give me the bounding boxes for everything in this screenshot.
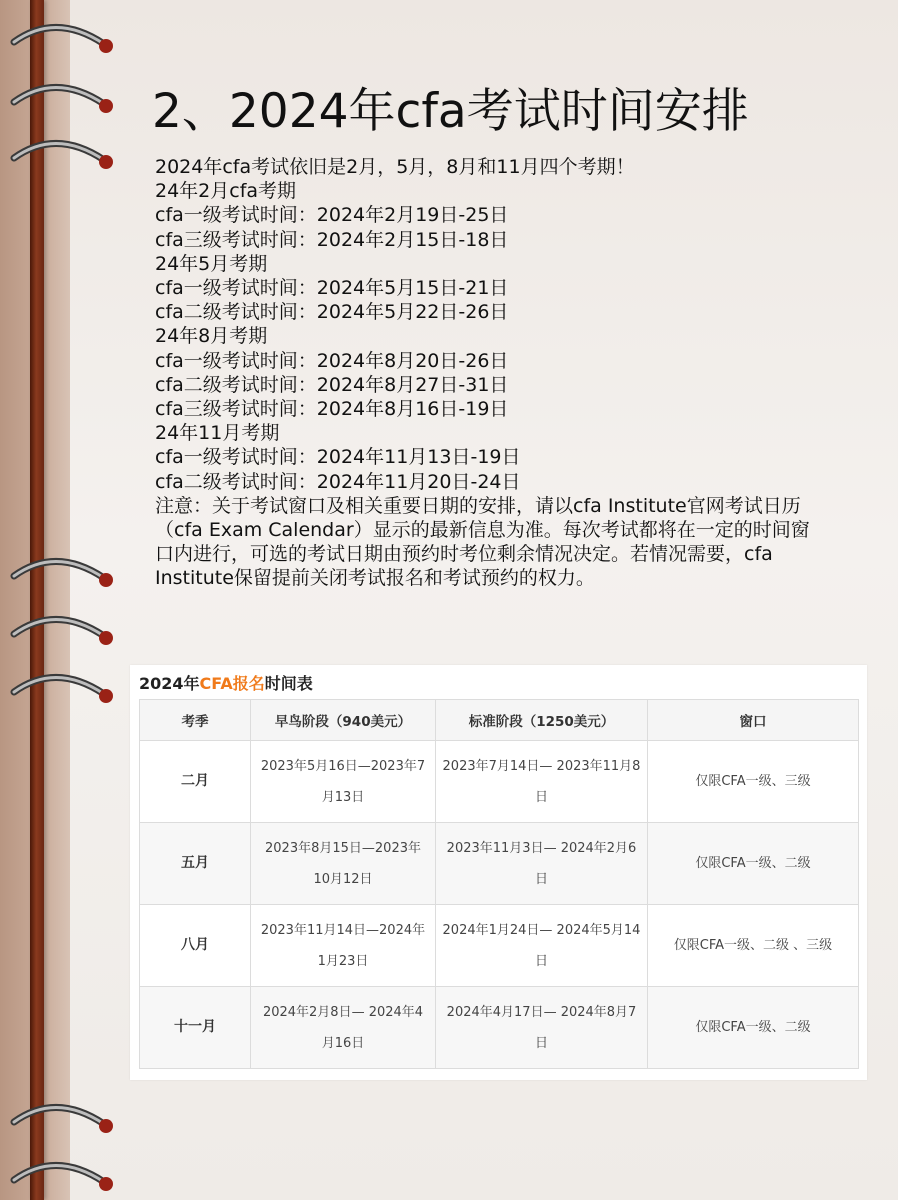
table-row — [140, 823, 859, 905]
season-cell: 二月 — [140, 741, 251, 823]
table-title-suffix: 时间表 — [264, 674, 313, 693]
standard-cell: 2023年7月14日— 2023年11月8日 — [436, 741, 648, 823]
ring-icon — [6, 1152, 116, 1196]
window-cell: 仅限CFA一级、二级 — [648, 987, 859, 1069]
schedule-line: cfa三级考试时间：2024年8月16日-19日 — [155, 398, 509, 421]
schedule-text — [155, 155, 815, 591]
column-header-standard: 标准阶段（1250美元） — [436, 700, 648, 741]
early-bird-cell: 2024年2月8日— 2024年4月16日 — [251, 987, 436, 1069]
early-bird-cell: 2023年5月16日—2023年7月13日 — [251, 741, 436, 823]
ring-icon — [6, 74, 116, 118]
table-row — [140, 905, 859, 987]
schedule-line: cfa一级考试时间：2024年11月13日-19日 — [155, 446, 521, 469]
early-bird-cell: 2023年11月14日—2024年1月23日 — [251, 905, 436, 987]
standard-cell: 2024年4月17日— 2024年8月7日 — [436, 987, 648, 1069]
column-header-season: 考季 — [140, 700, 251, 741]
period-heading: 24年8月考期 — [155, 325, 268, 348]
column-header-window: 窗口 — [648, 700, 859, 741]
column-header-early-bird: 早鸟阶段（940美元） — [251, 700, 436, 741]
early-bird-cell: 2023年8月15日—2023年10月12日 — [251, 823, 436, 905]
table-row — [140, 741, 859, 823]
schedule-line: cfa二级考试时间：2024年8月27日-31日 — [155, 373, 509, 396]
ring-icon — [6, 606, 116, 650]
period-heading: 24年11月考期 — [155, 422, 280, 445]
schedule-line: cfa一级考试时间：2024年5月15日-21日 — [155, 277, 509, 300]
table-title — [139, 673, 858, 699]
season-cell: 八月 — [140, 905, 251, 987]
window-cell: 仅限CFA一级、三级 — [648, 741, 859, 823]
season-cell: 十一月 — [140, 987, 251, 1069]
schedule-line: cfa一级考试时间：2024年8月20日-26日 — [155, 349, 509, 372]
schedule-line: cfa一级考试时间：2024年2月19日-25日 — [155, 204, 509, 227]
ring-icon — [6, 14, 116, 58]
schedule-line: cfa二级考试时间：2024年11月20日-24日 — [155, 470, 521, 493]
period-heading: 24年5月考期 — [155, 252, 268, 275]
registration-table-card — [130, 665, 867, 1080]
table-row — [140, 987, 859, 1069]
page-title: 2、2024年cfa考试时间安排 — [152, 84, 749, 139]
season-cell: 五月 — [140, 823, 251, 905]
ring-icon — [6, 548, 116, 592]
notice-paragraph: 注意：关于考试窗口及相关重要日期的安排，请以cfa Institute官网考试日历（cfa Exam Calendar）显示的最新信息为准。每次考试都将在一定的时间窗口内进行，可选的考试日期由预约时考位剩余情况决定。若情况需要，cfa Institute保留提前关闭考试报名和考试预约的权力。 — [155, 494, 810, 590]
table-header-row — [140, 700, 859, 741]
table-title-highlight: CFA报名 — [199, 674, 265, 693]
standard-cell: 2023年11月3日— 2024年2月6日 — [436, 823, 648, 905]
window-cell: 仅限CFA一级、二级 、三级 — [648, 905, 859, 987]
ring-icon — [6, 1094, 116, 1138]
ring-icon — [6, 664, 116, 708]
period-heading: 24年2月cfa考期 — [155, 180, 297, 203]
notebook-spine — [30, 0, 44, 1200]
registration-table — [139, 699, 859, 1069]
window-cell: 仅限CFA一级、二级 — [648, 823, 859, 905]
ring-icon — [6, 130, 116, 174]
standard-cell: 2024年1月24日— 2024年5月14日 — [436, 905, 648, 987]
schedule-line: cfa三级考试时间：2024年2月15日-18日 — [155, 228, 509, 251]
intro-line: 2024年cfa考试依旧是2月，5月，8月和11月四个考期！ — [155, 156, 635, 178]
schedule-line: cfa二级考试时间：2024年5月22日-26日 — [155, 301, 509, 324]
table-title-prefix: 2024年 — [139, 674, 200, 693]
